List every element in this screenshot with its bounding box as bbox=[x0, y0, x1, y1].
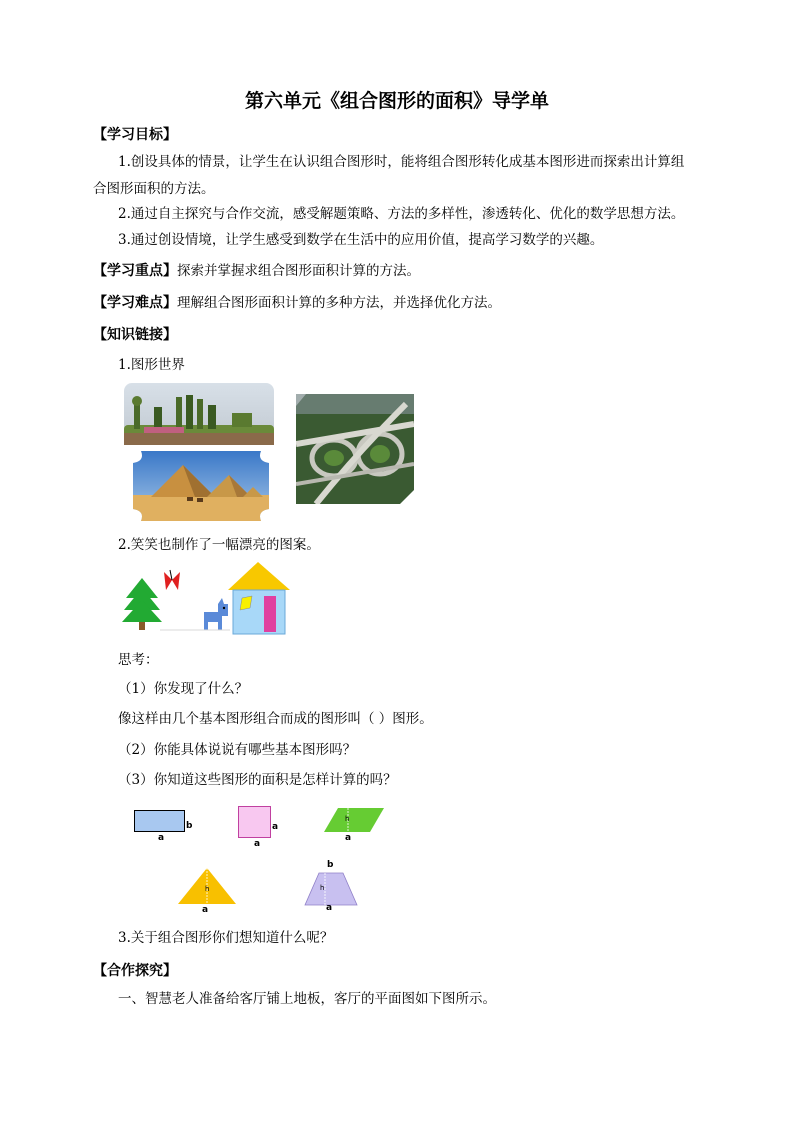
tree-icon bbox=[122, 578, 162, 630]
house-icon bbox=[228, 562, 290, 634]
fill-blank-sentence: 像这样由几个基本图形组合而成的图形叫（ ）图形。 bbox=[118, 711, 433, 727]
key-point bbox=[93, 259, 420, 283]
interchange-photo bbox=[296, 394, 414, 504]
links-heading: 【知识链接】 bbox=[93, 327, 177, 343]
square-label-bottom: a bbox=[254, 839, 261, 849]
rectangle-shape bbox=[134, 810, 185, 832]
links-item-2: 2.笑笑也制作了一幅漂亮的图案。 bbox=[118, 537, 320, 553]
trapezoid-label-h: h bbox=[320, 884, 325, 892]
garden-photo bbox=[124, 383, 274, 445]
triangle-label-a: a bbox=[202, 905, 209, 915]
question-3: （3）你知道这些图形的面积是怎样计算的吗？ bbox=[118, 772, 397, 788]
trapezoid-label-a: a bbox=[326, 903, 333, 913]
difficulty-heading: 【学习难点】 bbox=[93, 295, 177, 311]
question-2: （2）你能具体说说有哪些基本图形吗？ bbox=[118, 742, 357, 758]
parallelogram-shape bbox=[322, 806, 386, 834]
think-label: 思考： bbox=[118, 652, 159, 668]
links-item-1: 1.图形世界 bbox=[118, 357, 185, 373]
trapezoid-shape bbox=[303, 871, 359, 907]
goal-1-cont: 合图形面积的方法。 bbox=[93, 181, 215, 197]
difficulty bbox=[93, 291, 501, 315]
goals-heading: 【学习目标】 bbox=[93, 127, 177, 143]
pattern-picture bbox=[120, 560, 300, 638]
square-shape bbox=[238, 806, 271, 838]
links-item-3: 3.关于组合图形你们想知道什么呢？ bbox=[118, 930, 334, 946]
parallelogram-label-a: a bbox=[345, 833, 352, 843]
pyramids-photo bbox=[133, 451, 269, 521]
rectangle-label-b: b bbox=[186, 821, 193, 831]
question-1: （1）你发现了什么？ bbox=[118, 681, 249, 697]
goal-2: 2.通过自主探究与合作交流，感受解题策略、方法的多样性，渗透转化、优化的数学思想方法。 bbox=[118, 206, 685, 222]
rectangle-label-a: a bbox=[158, 833, 165, 843]
page-title: 第六单元《组合图形的面积》导学单 bbox=[244, 90, 549, 112]
trapezoid-label-b: b bbox=[327, 860, 334, 870]
goal-3: 3.通过创设情境，让学生感受到数学在生活中的应用价值，提高学习数学的兴趣。 bbox=[118, 232, 604, 248]
square-label-side: a bbox=[272, 822, 279, 832]
key-point-heading: 【学习重点】 bbox=[93, 263, 177, 279]
triangle-label-h: h bbox=[205, 885, 210, 893]
dog-icon bbox=[204, 598, 228, 630]
parallelogram-label-h: h bbox=[345, 815, 350, 823]
difficulty-text: 理解组合图形面积计算的多种方法，并选择优化方法。 bbox=[177, 295, 501, 311]
key-point-text: 探索并掌握求组合图形面积计算的方法。 bbox=[177, 263, 420, 279]
butterfly-icon bbox=[164, 570, 180, 590]
explore-text: 一、智慧老人准备给客厅铺上地板，客厅的平面图如下图所示。 bbox=[118, 991, 496, 1007]
goal-1: 1.创设具体的情景，让学生在认识组合图形时，能将组合图形转化成基本图形进而探索出计算组 bbox=[118, 154, 685, 170]
explore-heading: 【合作探究】 bbox=[93, 963, 177, 979]
